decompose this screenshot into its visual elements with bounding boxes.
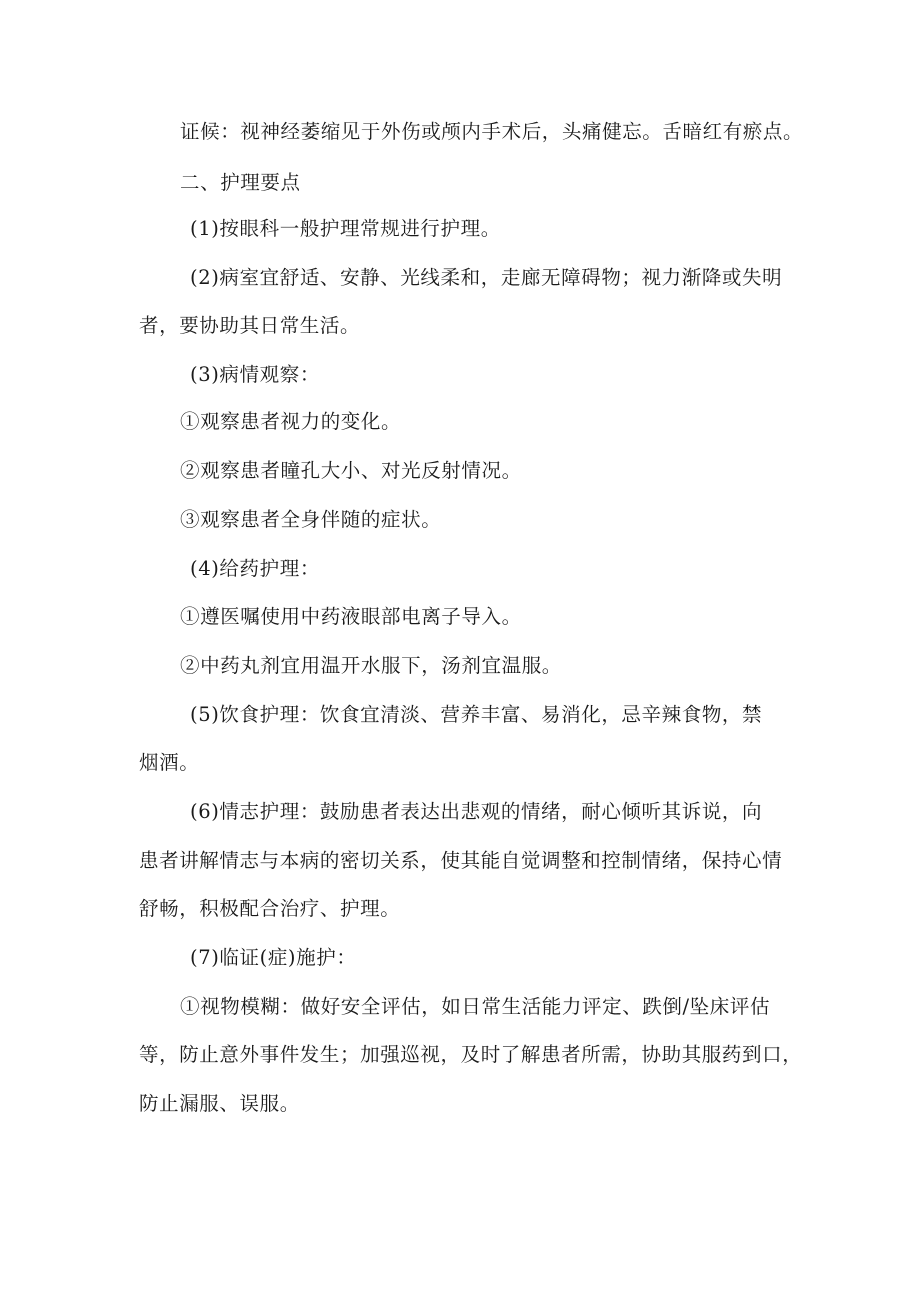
item-2-line-1: (2)病室宜舒适、安静、光线柔和，走廊无障碍物；视力渐降或失明 bbox=[190, 266, 783, 289]
item-6-line-1: (6)情志护理：鼓励患者表达出悲观的情绪，耐心倾听其诉说，向 bbox=[190, 800, 763, 823]
item-7-sub-1-line-3: 防止漏服、误服。 bbox=[139, 1092, 300, 1115]
item-1: (1)按眼科一般护理常规进行护理。 bbox=[190, 217, 501, 240]
item-3-sub-2: ②观察患者瞳孔大小、对光反射情况。 bbox=[180, 459, 522, 482]
item-4-sub-2: ②中药丸剂宜用温开水服下，汤剂宜温服。 bbox=[180, 654, 562, 677]
item-4-heading: (4)给药护理： bbox=[190, 557, 320, 580]
item-4-sub-1: ①遵医嘱使用中药液眼部电离子导入。 bbox=[180, 605, 522, 628]
item-3-sub-3: ③观察患者全身伴随的症状。 bbox=[180, 508, 442, 531]
item-6-line-2: 患者讲解情志与本病的密切关系，使其能自觉调整和控制情绪，保持心情 bbox=[139, 849, 783, 872]
item-5-line-2: 烟酒。 bbox=[139, 751, 200, 774]
item-7-sub-1-line-2: 等，防止意外事件发生；加强巡视，及时了解患者所需，协助其服药到口， bbox=[139, 1043, 803, 1066]
item-7-heading: (7)临证(症)施护： bbox=[190, 946, 357, 969]
item-2-line-2: 者，要协助其日常生活。 bbox=[139, 314, 361, 337]
item-6-line-3: 舒畅，积极配合治疗、护理。 bbox=[139, 897, 401, 920]
item-5-line-1: (5)饮食护理：饮食宜清淡、营养丰富、易消化，忌辛辣食物，禁 bbox=[190, 703, 763, 726]
item-7-sub-1-line-1: ①视物模糊：做好安全评估，如日常生活能力评定、跌倒/坠床评估 bbox=[180, 995, 771, 1018]
section-heading: 二、护理要点 bbox=[180, 171, 301, 194]
item-3-sub-1: ①观察患者视力的变化。 bbox=[180, 410, 402, 433]
symptom-line: 证候：视神经萎缩见于外伤或颅内手术后，头痛健忘。舌暗红有瘀点。 bbox=[180, 120, 804, 143]
item-3-heading: (3)病情观察： bbox=[190, 363, 320, 386]
